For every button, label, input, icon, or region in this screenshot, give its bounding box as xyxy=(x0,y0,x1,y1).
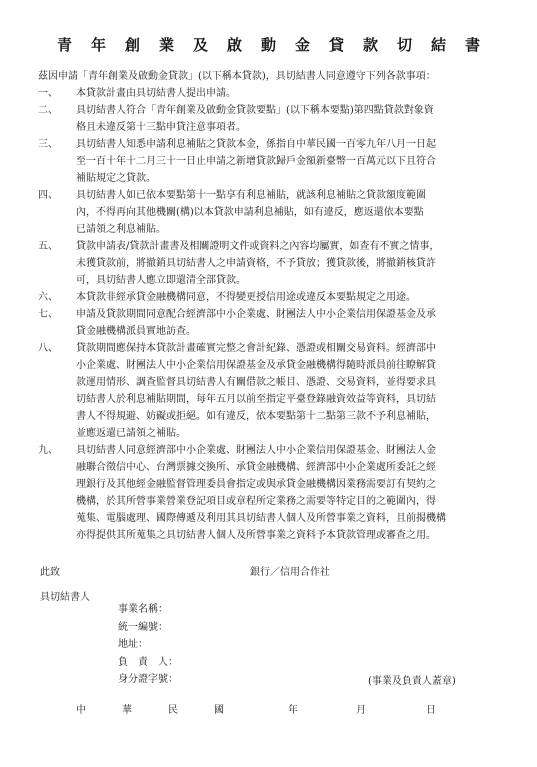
date-part: 年 xyxy=(288,705,298,716)
date-part: 月 xyxy=(356,705,366,716)
date-part: 華 xyxy=(122,705,132,716)
clause-line: 本貸款非經承貸金融機構同意，不得變更授信用途或違反本要點規定之用途。 xyxy=(76,292,416,303)
signer-field-label: 地址： xyxy=(118,639,148,650)
clause-item xyxy=(28,340,518,442)
clause-line: 可，具切結書人應立即還清全部貸款。 xyxy=(76,275,246,286)
clause-text xyxy=(76,340,506,442)
clause-line: 至一百十年十二月三十一日止申請之新增貸款歸戶金額新臺幣一百萬元以下且符合 xyxy=(76,156,436,167)
clause-text xyxy=(76,238,506,289)
clause-number: 四、 xyxy=(38,190,58,201)
closing-salutation: 此致 xyxy=(40,567,60,578)
clause-line: 融聯合徵信中心、台灣票據交換所、承貸金融機構、經濟部中小企業處所委託之經 xyxy=(76,462,436,473)
clause-line: 切結書人於利息補貼期間，每年五月以前至指定平臺登錄融資效益等資料，具切結 xyxy=(76,394,436,405)
signer-fields xyxy=(118,601,178,689)
clause-item xyxy=(28,442,518,544)
date-part: 日 xyxy=(426,705,436,716)
clause-number: 一、 xyxy=(38,88,58,99)
clause-line: 貸金融機構派員實地訪查。 xyxy=(76,326,196,337)
document-title: 青年創業及啟動金貸款切結書 xyxy=(56,36,499,54)
intro-paragraph: 茲因申請「青年創業及啟動金貸款」(以下稱本貸款)，具切結書人同意遵守下列各款事項： xyxy=(38,71,436,82)
clause-number: 二、 xyxy=(38,105,58,116)
clause-text xyxy=(76,306,506,340)
clause-item xyxy=(28,187,518,238)
bank-addressee: 銀行／信用合作社 xyxy=(250,567,330,578)
clause-line: 補貼規定之貸款。 xyxy=(76,173,156,184)
clause-number: 五、 xyxy=(38,241,58,252)
clause-line: 理銀行及其他經金融監督管理委員會指定或與承貸金融機構因業務需要訂有契約之 xyxy=(76,479,436,490)
clause-line: 具切結書人符合「青年創業及啟動金貸款要點」(以下稱本要點)第四點貸款對象資 xyxy=(76,105,434,116)
clause-list xyxy=(28,85,518,544)
clause-text xyxy=(76,136,506,187)
clause-number: 三、 xyxy=(38,139,58,150)
clause-line: 申請及貸款期間同意配合經濟部中小企業處、財團法人中小企業信用保證基金及承 xyxy=(76,309,436,320)
clause-number: 六、 xyxy=(38,292,58,303)
clause-line: 並應返還已請領之補貼。 xyxy=(76,428,186,439)
clause-line: 本貸款計畫由具切結書人提出申請。 xyxy=(76,88,236,99)
date-part: 中 xyxy=(76,705,86,716)
clause-line: 具切結書人同意經濟部中小企業處、財團法人中小企業信用保證基金、財團法人金 xyxy=(76,445,436,456)
clause-item xyxy=(28,306,518,340)
clause-item xyxy=(28,289,518,306)
clause-line: 未獲貸款前，將撤銷具切結書人之申請資格，不予貸放；獲貸款後，將撤銷核貸許 xyxy=(76,258,436,269)
signer-field-label: 身分證字號： xyxy=(118,674,178,685)
clause-line: 亦得提供其所蒐集之具切結書人個人及所營事業之資料予本貸款管理或審查之用。 xyxy=(76,530,436,541)
clause-number: 九、 xyxy=(38,445,58,456)
clause-line: 具切結書人知悉申請利息補貼之貸款本金，係指自中華民國一百零九年八月一日起 xyxy=(76,139,436,150)
clause-line: 貸款期間應保持本貸款計畫確實完整之會計紀錄、憑證或相關交易資料。經濟部中 xyxy=(76,343,436,354)
clause-item xyxy=(28,85,518,102)
clause-item xyxy=(28,238,518,289)
clause-line: 機構，於其所營事業營業登記項目或章程所定業務之需要等特定目的之範圍內，得 xyxy=(76,496,436,507)
signer-field-label: 事業名稱： xyxy=(118,604,168,615)
clause-line: 格且未違反第十三點申貸注意事項者。 xyxy=(76,122,246,133)
clause-line: 已請領之利息補貼。 xyxy=(76,224,166,235)
signer-field-label: 負 責 人： xyxy=(118,656,178,668)
clause-line: 蒐集、電腦處理、國際傳遞及利用其具切結書人個人及所營事業之資料，且前揭機構 xyxy=(76,513,446,524)
clause-text xyxy=(76,289,506,306)
clause-text xyxy=(76,187,506,238)
clause-line: 小企業處、財團法人中小企業信用保證基金及承貸金融機構得隨時派員前往瞭解貸 xyxy=(76,360,436,371)
clause-line: 貸款申請表/貸款計畫書及相關證明文件或資料之內容均屬實，如查有不實之情事， xyxy=(76,241,440,252)
clause-line: 具切結書人如已依本要點第十一點享有利息補貼，就該利息補貼之貸款額度範圍 xyxy=(76,190,426,201)
clause-item xyxy=(28,136,518,187)
clause-line: 款運用情形、調查監督具切結書人有關借款之帳目、憑證、交易資料，並得要求具 xyxy=(76,377,436,388)
signer-field-label: 統一編號： xyxy=(118,621,168,633)
clause-number: 七、 xyxy=(38,309,58,320)
clause-text xyxy=(76,102,506,136)
signer-label: 具切結書人 xyxy=(40,592,90,603)
date-part: 國 xyxy=(214,705,224,716)
date-part: 民 xyxy=(168,705,178,716)
clause-item xyxy=(28,102,518,136)
clause-line: 內，不得再向其他機關(構)以本貸款申請利息補貼，如有違反，應返還依本要點 xyxy=(76,207,424,218)
stamp-note: (事業及負責人蓋章) xyxy=(368,676,456,687)
clause-line: 書人不得規避、妨礙或拒絕。如有違反，依本要點第十二點第三款不予利息補貼， xyxy=(76,411,436,422)
clause-text xyxy=(76,85,506,102)
clause-number: 八、 xyxy=(38,343,58,354)
clause-text xyxy=(76,442,506,544)
